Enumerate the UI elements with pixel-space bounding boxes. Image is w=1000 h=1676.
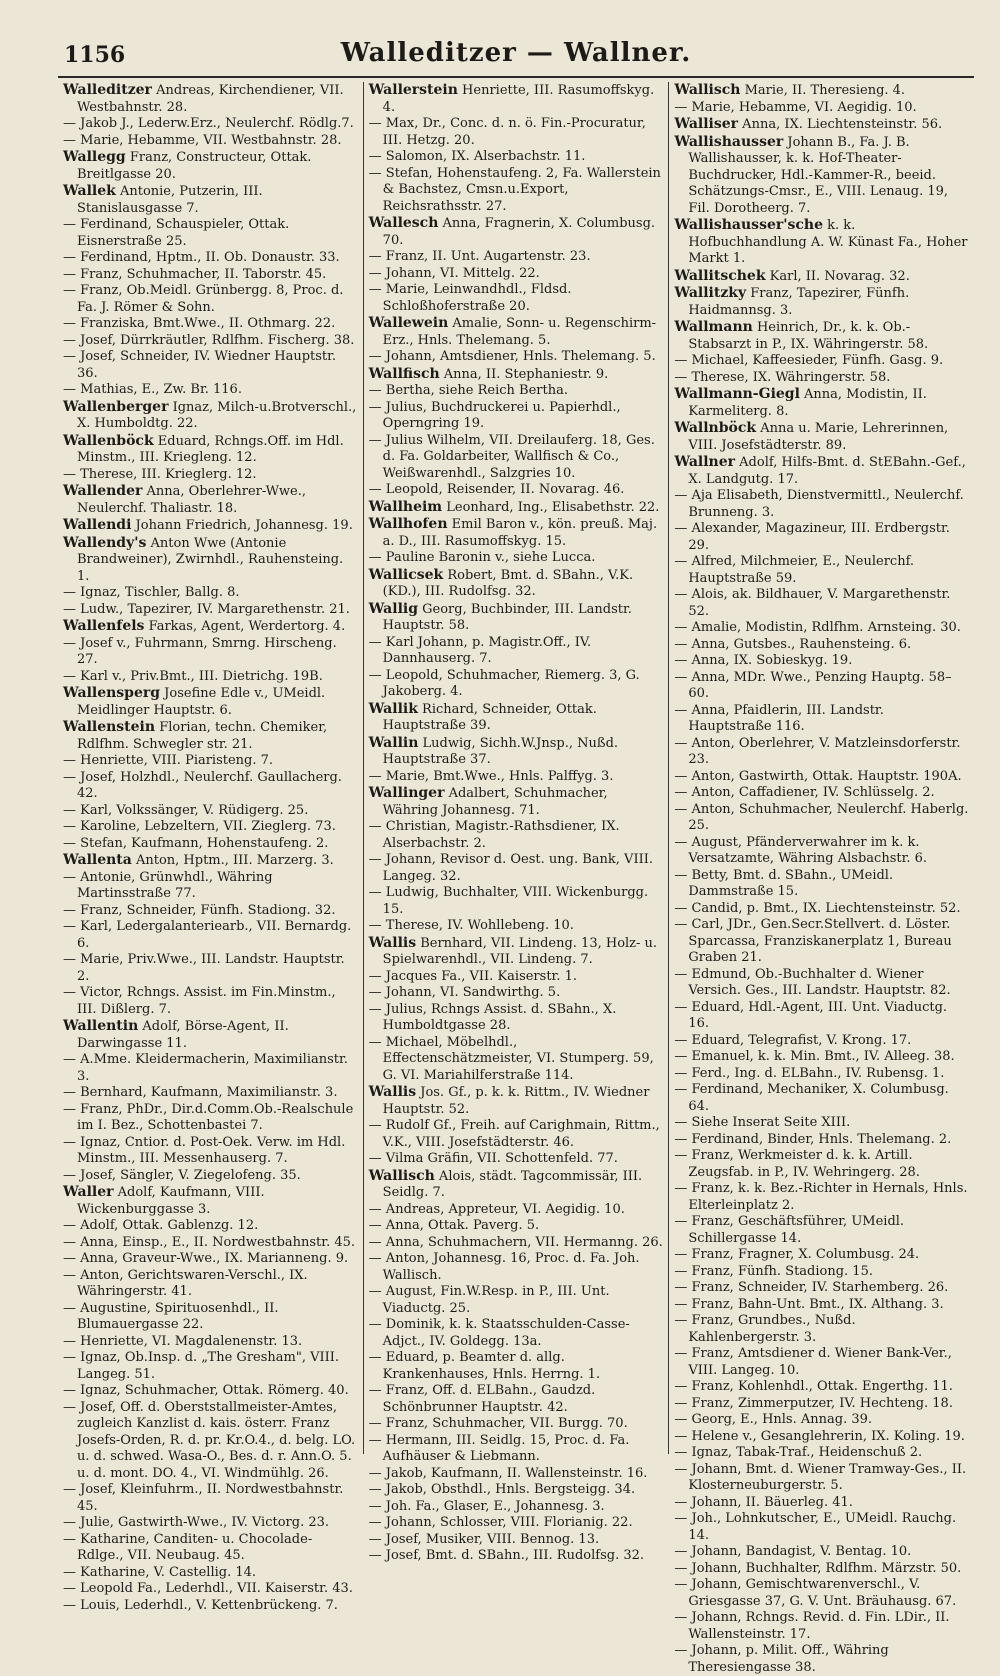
directory-entry: Wallendi Johann Friedrich, Johannesg. 19. [63, 517, 353, 533]
directory-entry: — Julie, Gastwirth-Wwe., IV. Victorg. 23. [63, 1515, 330, 1530]
directory-entry: — Josef, Bmt. d. SBahn., III. Rudolfsg. 32. [368, 1548, 645, 1563]
directory-entry: — Henriette, VIII. Piaristeng. 7. [63, 753, 274, 768]
directory-entry: — Anna, IX. Sobieskyg. 19. [674, 653, 853, 668]
directory-entry: — Johann, p. Milit. Off., Währing Theresiengasse 38. [674, 1643, 889, 1675]
directory-entry: — Vilma Gräfin, VII. Schottenfeld. 77. [368, 1151, 618, 1166]
directory-entry: — Johann, II. Bäuerleg. 41. [674, 1494, 853, 1510]
directory-entry: — Bernhard, Kaufmann, Maximilianstr. 3. [63, 1085, 338, 1100]
directory-entry: — Christian, Magistr.-Rathsdiener, IX. Alserbachstr. 2. [368, 819, 620, 851]
directory-entry: — Adolf, Ottak. Gablenzg. 12. [63, 1218, 259, 1233]
directory-entry: Walleditzer Andreas, Kirchendiener, VII. Westbahnstr. 28. [63, 82, 344, 115]
directory-entry: Wallenfels Farkas, Agent, Werdertorg. 4. [63, 618, 346, 634]
directory-entry: — Karl v., Priv.Bmt., III. Dietrichg. 19B. [63, 668, 323, 684]
directory-entry: — Franz, Fragner, X. Columbusg. 24. [674, 1247, 920, 1262]
directory-entry: — Aja Elisabeth, Dienstvermittl., Neulerchf. Brunneng. 3. [674, 488, 964, 520]
directory-entry: Wallishausser Johann B., Fa. J. B. Wallishausser, k. k. Hof-Theater-Buchdrucker, Hdl.-Kammer-R., beeid. Schätzungs-Cmsr., E., VIII. Lenaug. 19, Fil. Dorotheerg. 7. [674, 133, 949, 216]
directory-entry: Wallenberger Ignaz, Milch-u.Brotverschl., X. Humboldtg. 22. [63, 398, 357, 431]
directory-entry: — Jakob, Kaufmann, II. Wallensteinstr. 16. [368, 1465, 648, 1481]
directory-entry: — Pauline Baronin v., siehe Lucca. [368, 550, 596, 565]
directory-entry: — Anna, Schuhmachern, VII. Hermanng. 26. [368, 1234, 663, 1250]
directory-entry: Wallisch Alois, städt. Tagcommissär, III. Seidlg. 7. [368, 1167, 643, 1200]
directory-entry: — Marie, Leinwandhdl., Fldsd. Schloßhoferstraße 20. [368, 282, 572, 314]
column-right [668, 82, 974, 1675]
directory-entry: Wallisch Marie, II. Theresieng. 4. [674, 82, 906, 98]
directory-entry: Wallin Ludwig, Sichh.W.Jnsp., Nußd. Hauptstraße 37. [368, 734, 619, 767]
directory-entry: — Franz, Schuhmacher, II. Taborstr. 45. [63, 266, 327, 282]
directory-entry: — Georg, E., Hnls. Annag. 39. [674, 1412, 873, 1427]
directory-entry: Wallmann-Giegl Anna, Modistin, II. Karmeliterg. 8. [674, 386, 927, 419]
directory-entry: — Anna, MDr. Wwe., Penzing Hauptg. 58–60. [674, 669, 952, 701]
directory-entry: Wallitzky Franz, Tapezirer, Fünfh. Haidmannsg. 3. [674, 285, 910, 318]
directory-entry: — Johann, VI. Mittelg. 22. [368, 265, 540, 281]
directory-entry: Wallinger Adalbert, Schuhmacher, Währing Johannesg. 71. [368, 785, 608, 818]
directory-entry: — Anton, Gerichtswaren-Verschl., IX. Währingerstr. 41. [63, 1267, 308, 1299]
directory-entry: Wallheim Leonhard, Ing., Elisabethstr. 22. [368, 498, 660, 515]
directory-entry: Wallner Adolf, Hilfs-Bmt. d. StEBahn.-Gef., X. Landgutg. 17. [674, 454, 966, 487]
directory-entry: — Eduard, Telegrafist, V. Krong. 17. [674, 1032, 912, 1048]
directory-entry: — Ignaz, Tischler, Ballg. 8. [63, 585, 240, 600]
directory-entry: Wallenta Anton, Hptm., III. Marzerg. 3. [63, 852, 334, 868]
column-left [58, 82, 363, 1613]
directory-entry: — Franz, II. Unt. Augartenstr. 23. [368, 249, 591, 264]
directory-entry: — Anton, Oberlehrer, V. Matzleinsdorferstr. 23. [674, 735, 961, 767]
directory-entry: — A.Mme. Kleidermacherin, Maximilianstr. 3. [63, 1052, 348, 1084]
directory-entry: — Franz, Amtsdiener d. Wiener Bank-Ver., VIII. Langeg. 10. [674, 1346, 952, 1378]
directory-entry: Waller Adolf, Kaufmann, VIII. Wickenburggasse 3. [63, 1184, 265, 1217]
directory-entry: — Leopold, Schuhmacher, Riemerg. 3, G. Jakoberg. 4. [368, 667, 640, 699]
directory-entry: — Franz, Geschäftsführer, UMeidl. Schillergasse 14. [674, 1214, 905, 1246]
directory-entry: — Franz, Bahn-Unt. Bmt., IX. Althang. 3. [674, 1296, 944, 1312]
directory-entry: — Jakob J., Lederw.Erz., Neulerchf. Rödlg.7. [63, 116, 354, 131]
directory-entry: — Anna, Pfaidlerin, III. Landstr. Hauptstraße 116. [674, 702, 884, 734]
directory-entry: Wallenböck Eduard, Rchngs.Off. im Hdl. Minstm., III. Kriegleng. 12. [63, 432, 344, 465]
directory-entry: — Josef, Sängler, V. Ziegelofeng. 35. [63, 1167, 301, 1183]
directory-entry: Wallhofen Emil Baron v., kön. preuß. Maj. a. D., III. Rasumoffskyg. 15. [368, 516, 658, 549]
directory-entry: — Max, Dr., Conc. d. n. ö. Fin.-Procuratur, III. Hetzg. 20. [368, 116, 646, 148]
directory-entry: — Carl, JDr., Gen.Secr.Stellvert. d. Löster. Sparcassa, Franziskanerplatz 1, Bureau Graben 21. [674, 917, 952, 965]
directory-entry: — Leopold Fa., Lederhdl., VII. Kaiserstr. 43. [63, 1581, 353, 1596]
directory-entry: — Michael, Kaffeesieder, Fünfh. Gasg. 9. [674, 353, 944, 368]
directory-entry: — Johann, Gemischtwarenverschl., V. Griesgasse 37, G. V. Unt. Bräuhausg. 67. [674, 1577, 957, 1609]
directory-entry: — Anna, Ottak. Paverg. 5. [368, 1218, 540, 1233]
directory-entry: Wallishausser'sche k. k. Hofbuchhandlung A. W. Künast Fa., Hoher Markt 1. [674, 217, 968, 266]
directory-entry: — Siehe Inserat Seite XIII. [674, 1115, 851, 1130]
directory-entry: — Therese, III. Krieglerg. 12. [63, 466, 257, 482]
directory-entry: — Franz, Schuhmacher, VII. Burgg. 70. [368, 1416, 628, 1431]
directory-entry: — Emanuel, k. k. Min. Bmt., IV. Alleeg. 38. [674, 1049, 955, 1064]
page-number: 1156 [64, 42, 126, 68]
directory-entry: — Katharine, Canditen- u. Chocolade-Rdlge., VII. Neubaug. 45. [63, 1531, 313, 1563]
directory-entry: — Josef, Holzhdl., Neulerchf. Gaullacherg. 42. [63, 769, 342, 801]
directory-entry: Walliser Anna, IX. Liechtensteinstr. 56. [674, 116, 943, 132]
directory-entry: — Helene v., Gesanglehrerin, IX. Koling. 19. [674, 1428, 965, 1444]
directory-entry: — Ignaz, Schuhmacher, Ottak. Römerg. 40. [63, 1383, 349, 1398]
page-header [58, 36, 974, 78]
directory-entry: Wallegg Franz, Constructeur, Ottak. Breitlgasse 20. [63, 149, 312, 182]
column-middle [363, 82, 669, 1563]
directory-entry: — Johann, Amtsdiener, Hnls. Thelemang. 5. [368, 349, 656, 364]
directory-entry: — Alexander, Magazineur, III. Erdbergstr. 29. [674, 521, 950, 553]
directory-entry: — Franz, Werkmeister d. k. k. Artill. Zeugsfab. in P., IV. Wehringerg. 28. [674, 1148, 920, 1180]
directory-entry: — Ludw., Tapezirer, IV. Margarethenstr. 21. [63, 601, 350, 617]
directory-entry: — Alfred, Milchmeier, E., Neulerchf. Hauptstraße 59. [674, 554, 915, 586]
directory-entry: Wallis Jos. Gf., p. k. k. Rittm., IV. Wiedner Hauptstr. 52. [368, 1084, 650, 1117]
directory-entry: — Julius, Rchngs Assist. d. SBahn., X. Humboldtgasse 28. [368, 1001, 617, 1033]
directory-entry: — Louis, Lederhdl., V. Kettenbrückeng. 7. [63, 1597, 338, 1613]
directory-entry: — Anton, Johannesg. 16, Proc. d. Fa. Joh. Wallisch. [368, 1251, 640, 1283]
directory-entry: — Franz, Kohlenhdl., Ottak. Engerthg. 11. [674, 1379, 953, 1394]
directory-entry: — Therese, IV. Wohllebeng. 10. [368, 918, 574, 933]
directory-entry: — Anna, Gutsbes., Rauhensteing. 6. [674, 636, 912, 652]
directory-entry: — Johann, Rchngs. Revid. d. Fin. LDir., II. Wallensteinstr. 17. [674, 1610, 950, 1642]
directory-entry: — Franz, Zimmerputzer, IV. Hechteng. 18. [674, 1395, 953, 1411]
directory-entry: — Johann, Schlosser, VIII. Florianig. 22. [368, 1515, 633, 1530]
columns [58, 82, 974, 1675]
directory-entry: — Alois, ak. Bildhauer, V. Margarethenstr. 52. [674, 587, 951, 619]
directory-entry: — Julius, Buchdruckerei u. Papierhdl., Operngring 19. [368, 399, 621, 431]
directory-entry: — Ferdinand, Schauspieler, Ottak. Eisnerstraße 25. [63, 217, 290, 249]
directory-entry: — Johann, Bmt. d. Wiener Tramway-Ges., II. Klosterneuburgerstr. 5. [674, 1461, 967, 1493]
directory-entry: — Antonie, Grünwhdl., Währing Martinsstraße 77. [63, 869, 273, 901]
directory-entry: — Jakob, Obsthdl., Hnls. Bergsteigg. 34. [368, 1482, 636, 1497]
directory-entry: — Ferdinand, Hptm., II. Ob. Donaustr. 33. [63, 250, 340, 265]
directory-entry: Wallek Antonie, Putzerin, III. Stanislausgasse 7. [63, 183, 263, 216]
directory-entry: — Mathias, E., Zw. Br. 116. [63, 382, 242, 397]
directory-entry: — Ferd., Ing. d. ELBahn., IV. Rubensg. 1. [674, 1065, 945, 1081]
directory-entry: — Stefan, Hohenstaufeng. 2, Fa. Wallerstein & Bachstez, Cmsn.u.Export, Reichsrathsstr. 27. [368, 165, 661, 214]
directory-entry: — Josef, Schneider, IV. Wiedner Hauptstr. 36. [63, 349, 337, 381]
directory-entry: — Ignaz, Cntior. d. Post-Oek. Verw. im Hdl. Minstm., III. Messenhauserg. 7. [63, 1134, 346, 1166]
directory-entry: — Johann, Bandagist, V. Bentag. 10. [674, 1544, 912, 1559]
directory-entry: Wallentin Adolf, Börse-Agent, II. Darwingasse 11. [63, 1018, 289, 1051]
directory-entry: — Johann, Buchhalter, Rdlfhm. Märzstr. 50. [674, 1560, 962, 1576]
directory-entry: — Ludwig, Buchhalter, VIII. Wickenburgg. 15. [368, 885, 649, 917]
directory-entry: — Ferdinand, Binder, Hnls. Thelemang. 2. [674, 1131, 952, 1147]
directory-entry: — Anton, Gastwirth, Ottak. Hauptstr. 190A. [674, 768, 962, 784]
directory-entry: — Franz, PhDr., Dir.d.Comm.Ob.-Realschule im I. Bez., Schottenbastei 7. [63, 1101, 354, 1133]
directory-entry: — Franz, Ob.Meidl. Grünbergg. 8, Proc. d. Fa. J. Römer & Sohn. [63, 283, 344, 315]
directory-entry: — Franz, Fünfh. Stadiong. 15. [674, 1263, 873, 1279]
directory-entry: Wallnböck Anna u. Marie, Lehrerinnen, VIII. Josefstädterstr. 89. [674, 420, 949, 453]
directory-entry: — Therese, IX. Währingerstr. 58. [674, 369, 891, 385]
directory-entry: — Marie, Bmt.Wwe., Hnls. Palffyg. 3. [368, 768, 614, 784]
directory-entry: — Franz, k. k. Bez.-Richter in Hernals, Hnls. Elterleinplatz 2. [674, 1181, 968, 1213]
directory-entry: — Bertha, siehe Reich Bertha. [368, 383, 568, 398]
directory-entry: — Rudolf Gf., Freih. auf Carighmain, Rittm., V.K., VIII. Josefstädterstr. 46. [368, 1118, 660, 1150]
directory-entry: Wallig Georg, Buchbinder, III. Landstr. Hauptstr. 58. [368, 600, 632, 633]
directory-entry: — Julius Wilhelm, VII. Dreilauferg. 18, Ges. d. Fa. Goldarbeiter, Wallfisch & Co., Weißwarenhdl., Salzgries 10. [368, 432, 655, 481]
directory-entry: — Eduard, Hdl.-Agent, III. Unt. Viaductg. 16. [674, 999, 948, 1031]
directory-entry: Wallicsek Robert, Bmt. d. SBahn., V.K. (KD.), III. Rudolfsg. 32. [368, 566, 634, 599]
directory-entry: Wallender Anna, Oberlehrer-Wwe., Neulerchf. Thaliastr. 18. [63, 483, 307, 516]
directory-entry: — Hermann, III. Seidlg. 15, Proc. d. Fa. Aufhäuser & Liebmann. [368, 1432, 630, 1464]
directory-entry: — Karl, Volkssänger, V. Rüdigerg. 25. [63, 802, 309, 818]
directory-entry: — Franz, Grundbes., Nußd. Kahlenbergerstr. 3. [674, 1313, 856, 1345]
directory-entry: — Augustine, Spirituosenhdl., II. Blumauergasse 22. [63, 1300, 279, 1332]
directory-entry: — Johann, Revisor d. Oest. ung. Bank, VIII. Langeg. 32. [368, 852, 653, 884]
directory-entry: — Anna, Einsp., E., II. Nordwestbahnstr. 45. [63, 1234, 356, 1250]
directory-entry: Wallendy's Anton Wwe (Antonie Brandweiner), Zwirnhdl., Rauhensteing. 1. [63, 534, 344, 584]
directory-entry: — Katharine, V. Castellig. 14. [63, 1564, 257, 1580]
directory-entry: — Victor, Rchngs. Assist. im Fin.Minstm., III. Dißlerg. 7. [63, 985, 336, 1017]
directory-entry: — Josef v., Fuhrmann, Smrng. Hirscheng. 27. [63, 635, 337, 667]
directory-entry: — Marie, Hebamme, VI. Aegidig. 10. [674, 99, 917, 115]
directory-entry: — Candid, p. Bmt., IX. Liechtensteinstr. 52. [674, 900, 961, 916]
directory-entry: — Michael, Möbelhdl., Effectenschätzmeister, VI. Stumperg. 59, G. VI. Mariahilferstraße 114. [368, 1034, 654, 1083]
directory-entry: — Marie, Priv.Wwe., III. Landstr. Hauptstr. 2. [63, 952, 345, 984]
directory-entry: Wallesch Anna, Fragnerin, X. Columbusg. 70. [368, 215, 656, 248]
directory-entry: — Joh. Fa., Glaser, E., Johannesg. 3. [368, 1498, 605, 1514]
directory-entry: — Anton, Schuhmacher, Neulerchf. Haberlg. 25. [674, 801, 969, 833]
directory-entry: — Franziska, Bmt.Wwe., II. Othmarg. 22. [63, 316, 336, 331]
directory-entry: — Edmund, Ob.-Buchhalter d. Wiener Versich. Ges., III. Landstr. Hauptstr. 82. [674, 966, 951, 998]
directory-entry: — Andreas, Appreteur, VI. Aegidig. 10. [368, 1201, 625, 1217]
directory-entry: — Josef, Off. d. Oberststallmeister-Amtes, zugleich Kanzlist d. kais. österr. Franz Josefs-Orden, R. d. pr. Kr.O.4., d. belg. LO. u. d. schwed. Wasa-O., Bes. d. r. Ann.O. 5. u. d. mont. DO. 4., VI. Windmühlg. 26. [63, 1399, 356, 1481]
directory-entry: — Karl, Ledergalanteriearb., VII. Bernardg. 6. [63, 919, 352, 951]
directory-entry: — Henriette, VI. Magdalenenstr. 13. [63, 1333, 303, 1349]
directory-entry: — Karl Johann, p. Magistr.Off., IV. Dannhauserg. 7. [368, 634, 592, 666]
directory-entry: Wallewein Amalie, Sonn- u. Regenschirm-Erz., Hnls. Thelemang. 5. [368, 315, 657, 348]
directory-entry: Wallitschek Karl, II. Novarag. 32. [674, 267, 910, 284]
directory-entry: — Franz, Off. d. ELBahn., Gaudzd. Schönbrunner Hauptstr. 42. [368, 1383, 596, 1415]
directory-entry: — Anna, Graveur-Wwe., IX. Marianneng. 9. [63, 1251, 349, 1266]
directory-entry: Wallenstein Florian, techn. Chemiker, Rdlfhm. Schwegler str. 21. [63, 719, 328, 752]
directory-entry: — Ignaz, Ob.Insp. d. „The Gresham", VIII. Langeg. 51. [63, 1350, 340, 1382]
directory-entry: Wallfisch Anna, II. Stephaniestr. 9. [368, 365, 609, 382]
directory-entry: — Dominik, k. k. Staatsschulden-Casse-Adjct., IV. Goldegg. 13a. [368, 1317, 630, 1349]
directory-entry: — Salomon, IX. Alserbachstr. 11. [368, 149, 586, 164]
directory-entry: — Josef, Dürrkräutler, Rdlfhm. Fischerg. 38. [63, 332, 355, 348]
directory-entry: — Joh., Lohnkutscher, E., UMeidl. Rauchg. 14. [674, 1511, 957, 1543]
directory-entry: — Karoline, Lebzeltern, VII. Zieglerg. 73. [63, 819, 336, 834]
directory-entry: — Leopold, Reisender, II. Novarag. 46. [368, 482, 625, 497]
directory-entry: Wallik Richard, Schneider, Ottak. Hauptstraße 39. [368, 700, 597, 733]
directory-entry: — Jacques Fa., VII. Kaiserstr. 1. [368, 968, 577, 984]
directory-entry: — Franz, Schneider, IV. Starhemberg. 26. [674, 1280, 949, 1295]
directory-entry: — Ignaz, Tabak-Traf., Heidenschuß 2. [674, 1445, 923, 1460]
directory-entry: — Betty, Bmt. d. SBahn., UMeidl. Dammstraße 15. [674, 867, 894, 899]
directory-entry: — August, Fin.W.Resp. in P., III. Unt. Viaductg. 25. [368, 1284, 610, 1316]
directory-entry: — Franz, Schneider, Fünfh. Stadiong. 32. [63, 902, 336, 918]
directory-entry: — Josef, Kleinfuhrm., II. Nordwestbahnstr. 45. [63, 1482, 344, 1514]
directory-entry: — Amalie, Modistin, Rdlfhm. Arnsteing. 30. [674, 620, 961, 635]
directory-entry: Wallerstein Henriette, III. Rasumoffskyg. 4. [368, 82, 655, 115]
directory-entry: — August, Pfänderverwahrer im k. k. Versatzamte, Währing Alsbachstr. 6. [674, 834, 928, 866]
directory-entry: — Ferdinand, Mechaniker, X. Columbusg. 64. [674, 1082, 949, 1114]
directory-entry: — Eduard, p. Beamter d. allg. Krankenhauses, Hnls. Herrng. 1. [368, 1350, 601, 1382]
directory-entry: — Stefan, Kaufmann, Hohenstaufeng. 2. [63, 835, 329, 851]
directory-entry: Wallmann Heinrich, Dr., k. k. Ob.-Stabsarzt in P., IX. Währingerstr. 58. [674, 319, 929, 352]
directory-entry: — Anton, Caffadiener, IV. Schlüsselg. 2. [674, 785, 935, 800]
page-title: Walleditzer — Wallner. [340, 38, 692, 68]
directory-entry: — Josef, Musiker, VIII. Bennog. 13. [368, 1531, 600, 1547]
directory-entry: Wallis Bernhard, VII. Lindeng. 13, Holz- u. Spielwarenhdl., VII. Lindeng. 7. [368, 934, 658, 967]
directory-entry: Wallensperg Josefine Edle v., UMeidl. Meidlinger Hauptstr. 6. [63, 685, 326, 718]
directory-entry: — Johann, VI. Sandwirthg. 5. [368, 985, 561, 1000]
directory-entry: — Marie, Hebamme, VII. Westbahnstr. 28. [63, 132, 342, 148]
